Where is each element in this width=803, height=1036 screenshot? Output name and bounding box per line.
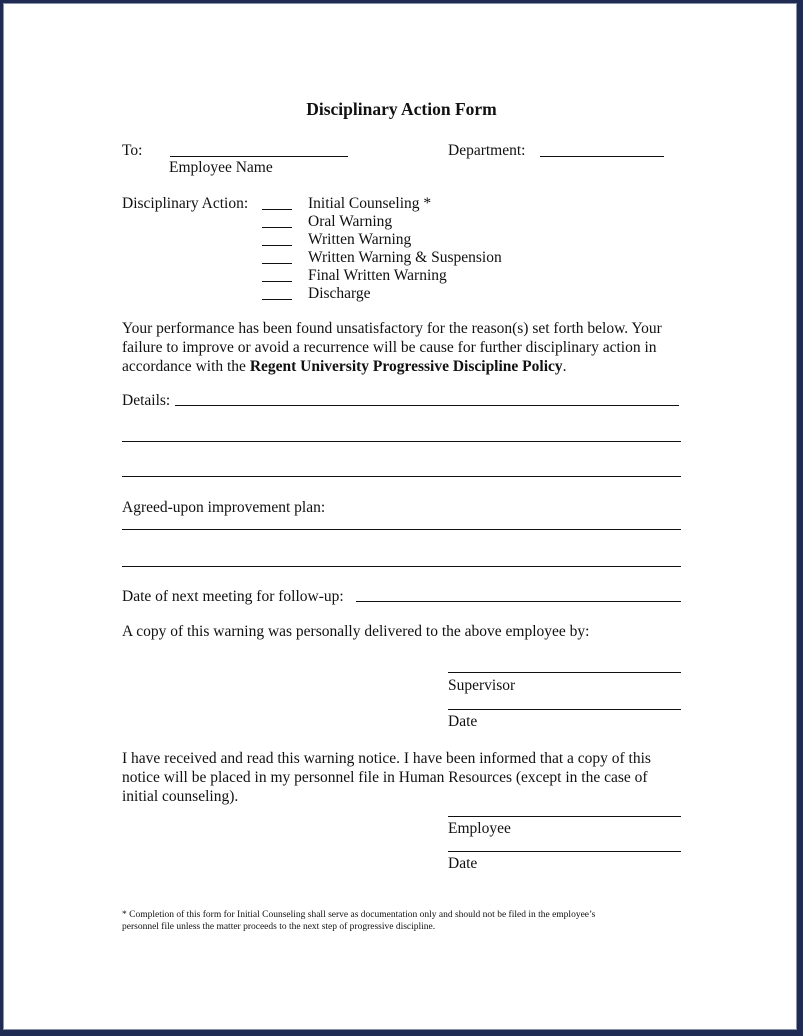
action-option-label: Oral Warning xyxy=(308,213,393,230)
next-meeting-label: Date of next meeting for follow-up: xyxy=(122,588,344,605)
footnote xyxy=(122,909,595,933)
action-checkbox-initial-counseling[interactable] xyxy=(262,209,292,210)
details-field-line-2[interactable] xyxy=(122,441,681,442)
employee-signature-field[interactable] xyxy=(448,816,681,817)
paragraph-line: failure to improve or avoid a recurrence will be cause for further disciplinary action in xyxy=(122,339,657,356)
supervisor-label: Supervisor xyxy=(448,677,516,694)
paragraph-line xyxy=(122,357,662,376)
page-title: Disciplinary Action Form xyxy=(306,99,497,119)
disciplinary-action-label: Disciplinary Action: xyxy=(122,195,249,212)
department-field[interactable] xyxy=(540,156,664,157)
details-field-line-3[interactable] xyxy=(122,476,681,477)
copy-delivered-text: A copy of this warning was personally delivered to the above employee by: xyxy=(122,623,590,640)
details-label: Details: xyxy=(122,392,171,409)
action-checkbox-written-warning[interactable] xyxy=(262,245,292,246)
action-checkbox-final-written-warning[interactable] xyxy=(262,281,292,282)
employee-name-label: Employee Name xyxy=(169,159,273,176)
action-option-label: Written Warning xyxy=(308,231,412,248)
supervisor-signature-field[interactable] xyxy=(448,672,681,673)
paragraph-text: . xyxy=(562,358,567,375)
paragraph-line: initial counseling). xyxy=(122,788,239,805)
action-option-label: Discharge xyxy=(308,285,371,302)
paragraph-text: accordance with the xyxy=(122,358,250,375)
action-option-label: Final Written Warning xyxy=(308,267,447,284)
to-label: To: xyxy=(122,142,143,159)
paragraph-line: notice will be placed in my personnel file in Human Resources (except in the case of xyxy=(122,769,648,786)
supervisor-date-label: Date xyxy=(448,713,478,730)
employee-label: Employee xyxy=(448,820,511,837)
action-option-label: Initial Counseling * xyxy=(308,195,432,212)
paragraph-line: Your performance has been found unsatisfactory for the reason(s) set forth below. Your xyxy=(122,320,662,337)
paragraph-line: I have received and read this warning notice. I have been informed that a copy of this xyxy=(122,750,651,767)
employee-date-field[interactable] xyxy=(448,851,681,852)
policy-name: Regent University Progressive Discipline Policy xyxy=(249,358,563,375)
action-checkbox-written-warning-suspension[interactable] xyxy=(262,263,292,264)
improvement-plan-field-line-1[interactable] xyxy=(122,529,681,530)
acknowledgement-paragraph xyxy=(122,749,651,806)
footnote-line: * Completion of this form for Initial Counseling shall serve as documentation only and should not be filed in the employee’s xyxy=(122,910,596,920)
next-meeting-field[interactable] xyxy=(356,601,681,602)
employee-date-label: Date xyxy=(448,855,478,872)
department-label: Department: xyxy=(448,142,526,159)
improvement-plan-field-line-2[interactable] xyxy=(122,566,681,567)
employee-name-field[interactable] xyxy=(170,156,348,157)
action-checkbox-discharge[interactable] xyxy=(262,299,292,300)
performance-paragraph xyxy=(122,319,662,376)
action-option-label: Written Warning & Suspension xyxy=(308,249,502,266)
footnote-line: personnel file unless the matter proceeds to the next step of progressive discipline. xyxy=(122,922,436,932)
action-checkbox-oral-warning[interactable] xyxy=(262,227,292,228)
details-field-line-1[interactable] xyxy=(175,405,679,406)
improvement-plan-label: Agreed-upon improvement plan: xyxy=(122,499,326,516)
supervisor-date-field[interactable] xyxy=(448,709,681,710)
